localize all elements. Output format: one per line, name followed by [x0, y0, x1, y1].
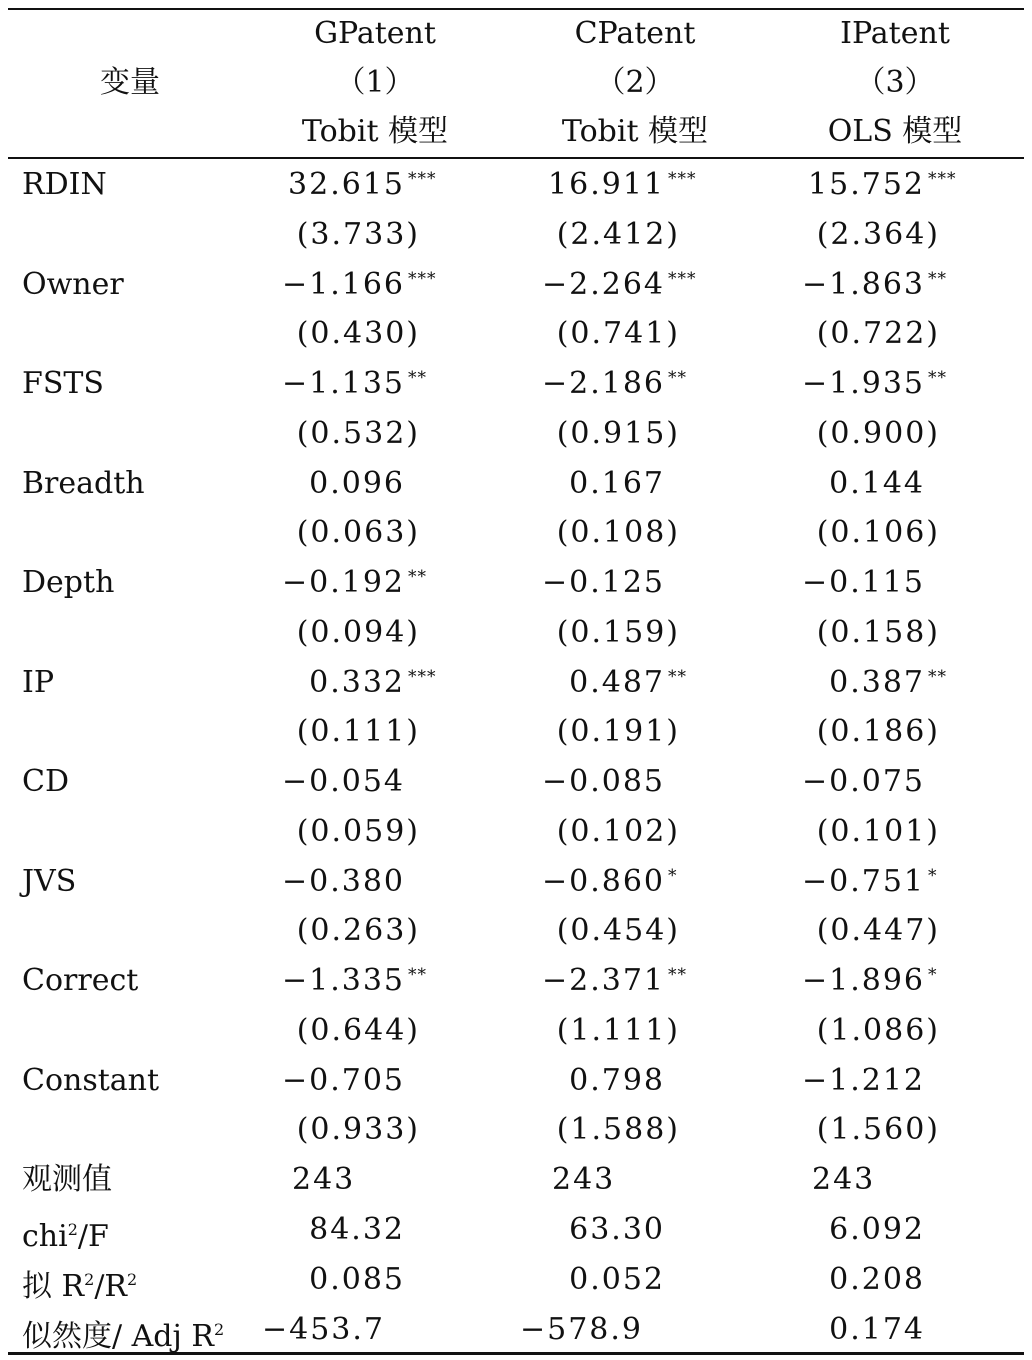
- stat-label-text: 观测值: [22, 1162, 112, 1197]
- stat-value: −578.9: [520, 1312, 644, 1347]
- row-label: FSTS: [22, 366, 104, 401]
- standard-error-cell: (0.900): [816, 415, 940, 451]
- coefficient-value: −1.212: [801, 1062, 925, 1098]
- standard-error-cell: (0.186): [816, 714, 940, 749]
- coefficient-cell: [541, 266, 697, 303]
- coefficient-cell: [541, 863, 678, 900]
- col2-number: （2）: [595, 65, 675, 100]
- stat-label-text: chi: [22, 1219, 68, 1254]
- standard-error-cell: (0.532): [296, 415, 420, 451]
- coefficient-value: −2.371: [541, 963, 665, 998]
- significance-stars: ***: [668, 268, 697, 289]
- coefficient-value: −0.751: [801, 863, 925, 899]
- coefficient-cell: [802, 764, 925, 800]
- col1-model: Tobit 模型: [301, 114, 449, 149]
- stat-label: [22, 1212, 109, 1255]
- coefficient-cell: [801, 863, 938, 900]
- coefficient-value: −0.705: [281, 1062, 405, 1098]
- significance-stars: **: [928, 666, 947, 687]
- header-rule: [8, 157, 1024, 159]
- standard-error-cell: (0.741): [556, 316, 680, 351]
- stat-label-text: 似然度/ Adj R: [22, 1319, 214, 1354]
- coefficient-value: −2.264: [541, 266, 665, 302]
- coefficient-cell: [569, 466, 665, 502]
- coefficient-cell: [569, 1063, 665, 1099]
- standard-error-cell: (0.644): [296, 1012, 420, 1048]
- standard-error-cell: (0.263): [296, 913, 420, 948]
- standard-error-cell: (0.101): [816, 813, 940, 849]
- col1-name: GPatent: [314, 16, 436, 51]
- standard-error-cell: (0.722): [816, 316, 940, 351]
- coefficient-cell: [801, 366, 947, 402]
- coefficient-cell: [542, 764, 665, 800]
- significance-stars: ***: [668, 169, 697, 189]
- stat-value: 243: [812, 1162, 876, 1197]
- stat-value: 0.174: [829, 1312, 925, 1347]
- stat-value: 63.30: [569, 1212, 665, 1247]
- significance-stars: **: [928, 268, 947, 289]
- significance-stars: ***: [408, 169, 437, 189]
- coefficient-cell: [282, 764, 405, 800]
- coefficient-cell: [309, 466, 405, 502]
- standard-error-cell: (1.560): [816, 1112, 940, 1147]
- significance-stars: **: [928, 368, 947, 388]
- coefficient-cell: [802, 1063, 925, 1099]
- coefficient-value: −0.860: [541, 863, 665, 899]
- row-label: Depth: [22, 565, 115, 600]
- significance-stars: **: [408, 368, 427, 388]
- row-label: JVS: [22, 863, 77, 899]
- stat-value: 0.052: [569, 1262, 665, 1297]
- stat-label: [22, 1312, 224, 1355]
- coefficient-cell: [281, 266, 437, 303]
- row-label: Constant: [22, 1062, 160, 1098]
- coefficient-cell: [542, 565, 665, 601]
- col2-name: CPatent: [574, 16, 696, 51]
- col3-model: OLS 模型: [827, 114, 963, 149]
- row-label: RDIN: [22, 167, 107, 202]
- coefficient-value: −1.863: [801, 266, 925, 302]
- coefficient-value: −2.186: [541, 366, 665, 401]
- standard-error-cell: (0.059): [296, 813, 420, 849]
- standard-error-cell: (2.364): [816, 216, 940, 252]
- coefficient-value: −1.935: [801, 366, 925, 401]
- stat-value: 84.32: [309, 1212, 405, 1247]
- standard-error-cell: (1.086): [816, 1012, 940, 1048]
- significance-stars: *: [668, 865, 678, 886]
- coefficient-cell: [281, 963, 427, 999]
- coefficient-cell: [281, 366, 427, 402]
- coefficient-value: −0.075: [801, 764, 925, 799]
- significance-stars: **: [668, 965, 687, 985]
- coefficient-value: −1.335: [281, 963, 405, 998]
- coefficient-value: 0.096: [309, 465, 405, 501]
- stat-value: 243: [552, 1162, 616, 1197]
- coefficient-cell: [309, 664, 437, 701]
- coefficient-cell: [801, 266, 947, 303]
- stat-label-sup: 2: [84, 1270, 95, 1289]
- row-label: IP: [22, 664, 55, 700]
- row-label: Owner: [22, 266, 124, 302]
- coefficient-cell: [288, 167, 437, 203]
- coefficient-value: 32.615: [288, 167, 405, 202]
- coefficient-value: 0.332: [309, 664, 405, 700]
- significance-stars: ***: [408, 268, 437, 289]
- coefficient-value: 0.167: [569, 465, 665, 501]
- coefficient-value: −0.085: [541, 764, 665, 799]
- standard-error-cell: (0.430): [296, 316, 420, 351]
- significance-stars: **: [408, 567, 427, 587]
- significance-stars: *: [928, 965, 938, 985]
- significance-stars: ***: [928, 169, 957, 189]
- stat-value: 0.085: [309, 1262, 405, 1297]
- coefficient-value: −1.166: [281, 266, 405, 302]
- stat-label: [22, 1162, 112, 1198]
- standard-error-cell: (0.111): [296, 714, 420, 749]
- standard-error-cell: (0.447): [816, 913, 940, 948]
- significance-stars: ***: [408, 666, 437, 687]
- row-label: CD: [22, 764, 70, 799]
- top-rule: [8, 8, 1024, 10]
- col1-number: （1）: [335, 65, 415, 100]
- coefficient-value: −1.135: [281, 366, 405, 401]
- coefficient-value: 0.144: [829, 465, 925, 501]
- standard-error-cell: (0.933): [296, 1112, 420, 1147]
- coefficient-value: 0.798: [569, 1062, 665, 1098]
- stat-label-text: /R: [94, 1269, 128, 1304]
- coefficient-cell: [281, 565, 427, 601]
- row-label: Breadth: [22, 465, 145, 501]
- col2-model: Tobit 模型: [561, 114, 709, 149]
- coefficient-cell: [282, 1063, 405, 1099]
- coefficient-cell: [548, 167, 697, 203]
- stat-label-sup: 2: [127, 1270, 138, 1289]
- significance-stars: **: [408, 965, 427, 985]
- standard-error-cell: (2.412): [556, 216, 680, 252]
- significance-stars: **: [668, 368, 687, 388]
- coefficient-value: −0.115: [801, 565, 925, 600]
- coefficient-value: −0.380: [281, 863, 405, 899]
- stat-label-text: 拟 R: [22, 1269, 85, 1304]
- coefficient-value: 16.911: [548, 167, 665, 202]
- variable-header: 变量: [100, 65, 160, 100]
- coefficient-value: 0.387: [829, 664, 925, 700]
- stat-value: 243: [292, 1162, 356, 1197]
- standard-error-cell: (0.108): [556, 515, 680, 550]
- standard-error-cell: (0.063): [296, 515, 420, 550]
- standard-error-cell: (1.111): [556, 1012, 680, 1048]
- standard-error-cell: (1.588): [556, 1112, 680, 1147]
- coefficient-cell: [801, 963, 938, 999]
- coefficient-cell: [541, 366, 687, 402]
- standard-error-cell: (0.454): [556, 913, 680, 948]
- stat-value: 0.208: [829, 1262, 925, 1297]
- col3-number: （3）: [855, 65, 935, 100]
- stat-label-sup: 2: [67, 1220, 78, 1239]
- coefficient-value: 0.487: [569, 664, 665, 700]
- row-label: Correct: [22, 963, 139, 998]
- stat-label: [22, 1262, 137, 1305]
- standard-error-cell: (0.159): [556, 614, 680, 650]
- coefficient-cell: [541, 963, 687, 999]
- coefficient-value: 15.752: [808, 167, 925, 202]
- coefficient-cell: [282, 864, 405, 900]
- standard-error-cell: (0.158): [816, 614, 940, 650]
- significance-stars: **: [668, 666, 687, 687]
- significance-stars: *: [928, 865, 938, 886]
- coefficient-cell: [802, 565, 925, 601]
- coefficient-cell: [829, 466, 925, 502]
- standard-error-cell: (0.094): [296, 614, 420, 650]
- standard-error-cell: (0.106): [816, 515, 940, 550]
- standard-error-cell: (0.102): [556, 813, 680, 849]
- stat-value: 6.092: [829, 1212, 925, 1247]
- coefficient-cell: [808, 167, 957, 203]
- coefficient-value: −0.192: [281, 565, 405, 600]
- coefficient-cell: [829, 664, 947, 701]
- stat-label-sup: 2: [213, 1320, 225, 1339]
- coefficient-cell: [569, 664, 687, 701]
- coefficient-value: −0.054: [281, 764, 405, 799]
- standard-error-cell: (0.191): [556, 714, 680, 749]
- standard-error-cell: (3.733): [296, 216, 420, 252]
- stat-label-text: /F: [77, 1219, 109, 1254]
- standard-error-cell: (0.915): [556, 415, 680, 451]
- coefficient-value: −1.896: [801, 963, 925, 998]
- coefficient-value: −0.125: [541, 565, 665, 600]
- col3-name: IPatent: [840, 16, 950, 51]
- stat-value: −453.7: [262, 1312, 386, 1347]
